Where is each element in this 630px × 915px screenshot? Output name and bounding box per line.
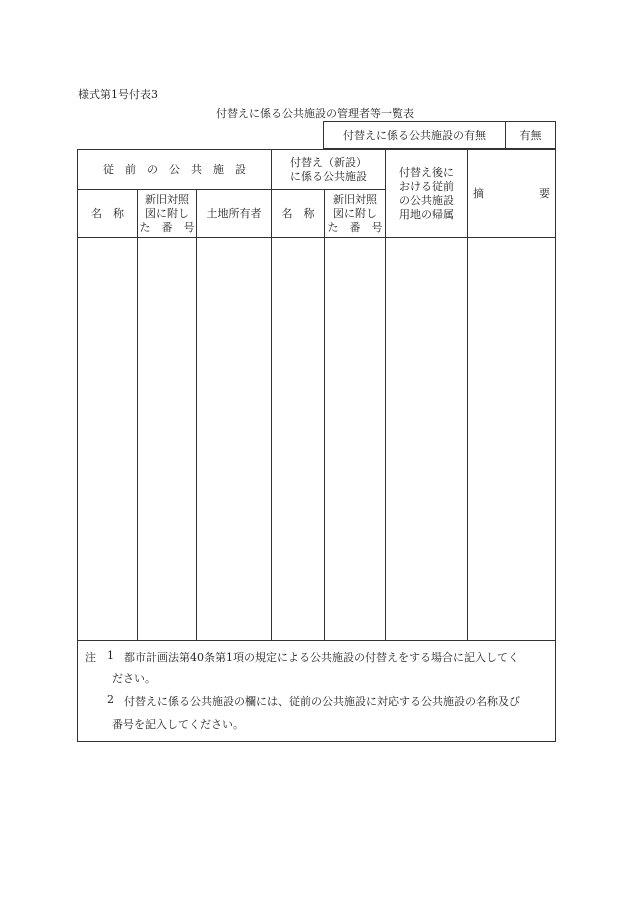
note-2-line2: 番号を記入してください。 [112,718,244,731]
header-land-line1: 付替え後に [399,165,454,179]
facility-table [77,149,556,742]
header-new-map-number-line2: 図に附し [333,206,377,220]
header-new-facility [272,154,385,186]
document-title: 付替えに係る公共施設の管理者等一覧表 [216,107,414,120]
notes-prefix: 注 [85,651,96,664]
presence-table [323,121,556,149]
new-name-column[interactable] [272,238,324,640]
note-2-line1: 付替えに係る公共施設の欄には、従前の公共施設に対応する公共施設の名称及び [124,695,520,708]
presence-value[interactable]: 有無 [519,129,542,142]
former-map-number-column[interactable] [138,238,196,640]
header-former-facility: 従 前 の 公 共 施 設 [103,162,246,176]
header-map-number-line3: た 番 号 [139,220,195,234]
header-new-map-number-line1: 新旧対照 [333,192,377,206]
note-2-number: 2 [107,693,114,706]
header-map-number-line2: 図に附し [145,206,189,220]
header-map-number [138,190,196,237]
header-land-owner: 土地所有者 [206,206,262,220]
header-new-map-number-line3: た 番 号 [327,220,383,234]
header-new-facility-line2: に係る公共施設 [290,170,367,183]
remarks-column[interactable] [468,238,555,640]
land-attribution-column[interactable] [386,238,467,640]
note-1-line1: 都市計画法第40条第1項の規定による公共施設の付替えをする場合に記入してく [124,651,519,664]
header-land-line3: の公共施設 [399,193,454,207]
note-1-line2: ださい。 [112,672,156,685]
land-owner-column[interactable] [197,238,271,640]
header-land-line4: 用地の帰属 [399,207,454,221]
header-new-name: 名 称 [281,206,315,220]
notes-divider [78,640,555,641]
header-map-number-line1: 新旧対照 [145,192,189,206]
form-number: 様式第1号付表3 [78,88,158,101]
note-1-number: 1 [107,649,114,662]
former-name-column[interactable] [78,238,137,640]
header-new-map-number [325,190,385,237]
header-new-facility-line1: 付替え（新設） [290,156,367,169]
header-land-line2: おける従前 [399,179,454,193]
new-map-number-column[interactable] [325,238,385,640]
header-land-attribution [386,150,467,237]
header-name: 名 称 [91,206,124,220]
header-remarks: 摘 要 [473,186,550,200]
presence-label: 付替えに係る公共施設の有無 [324,122,506,148]
